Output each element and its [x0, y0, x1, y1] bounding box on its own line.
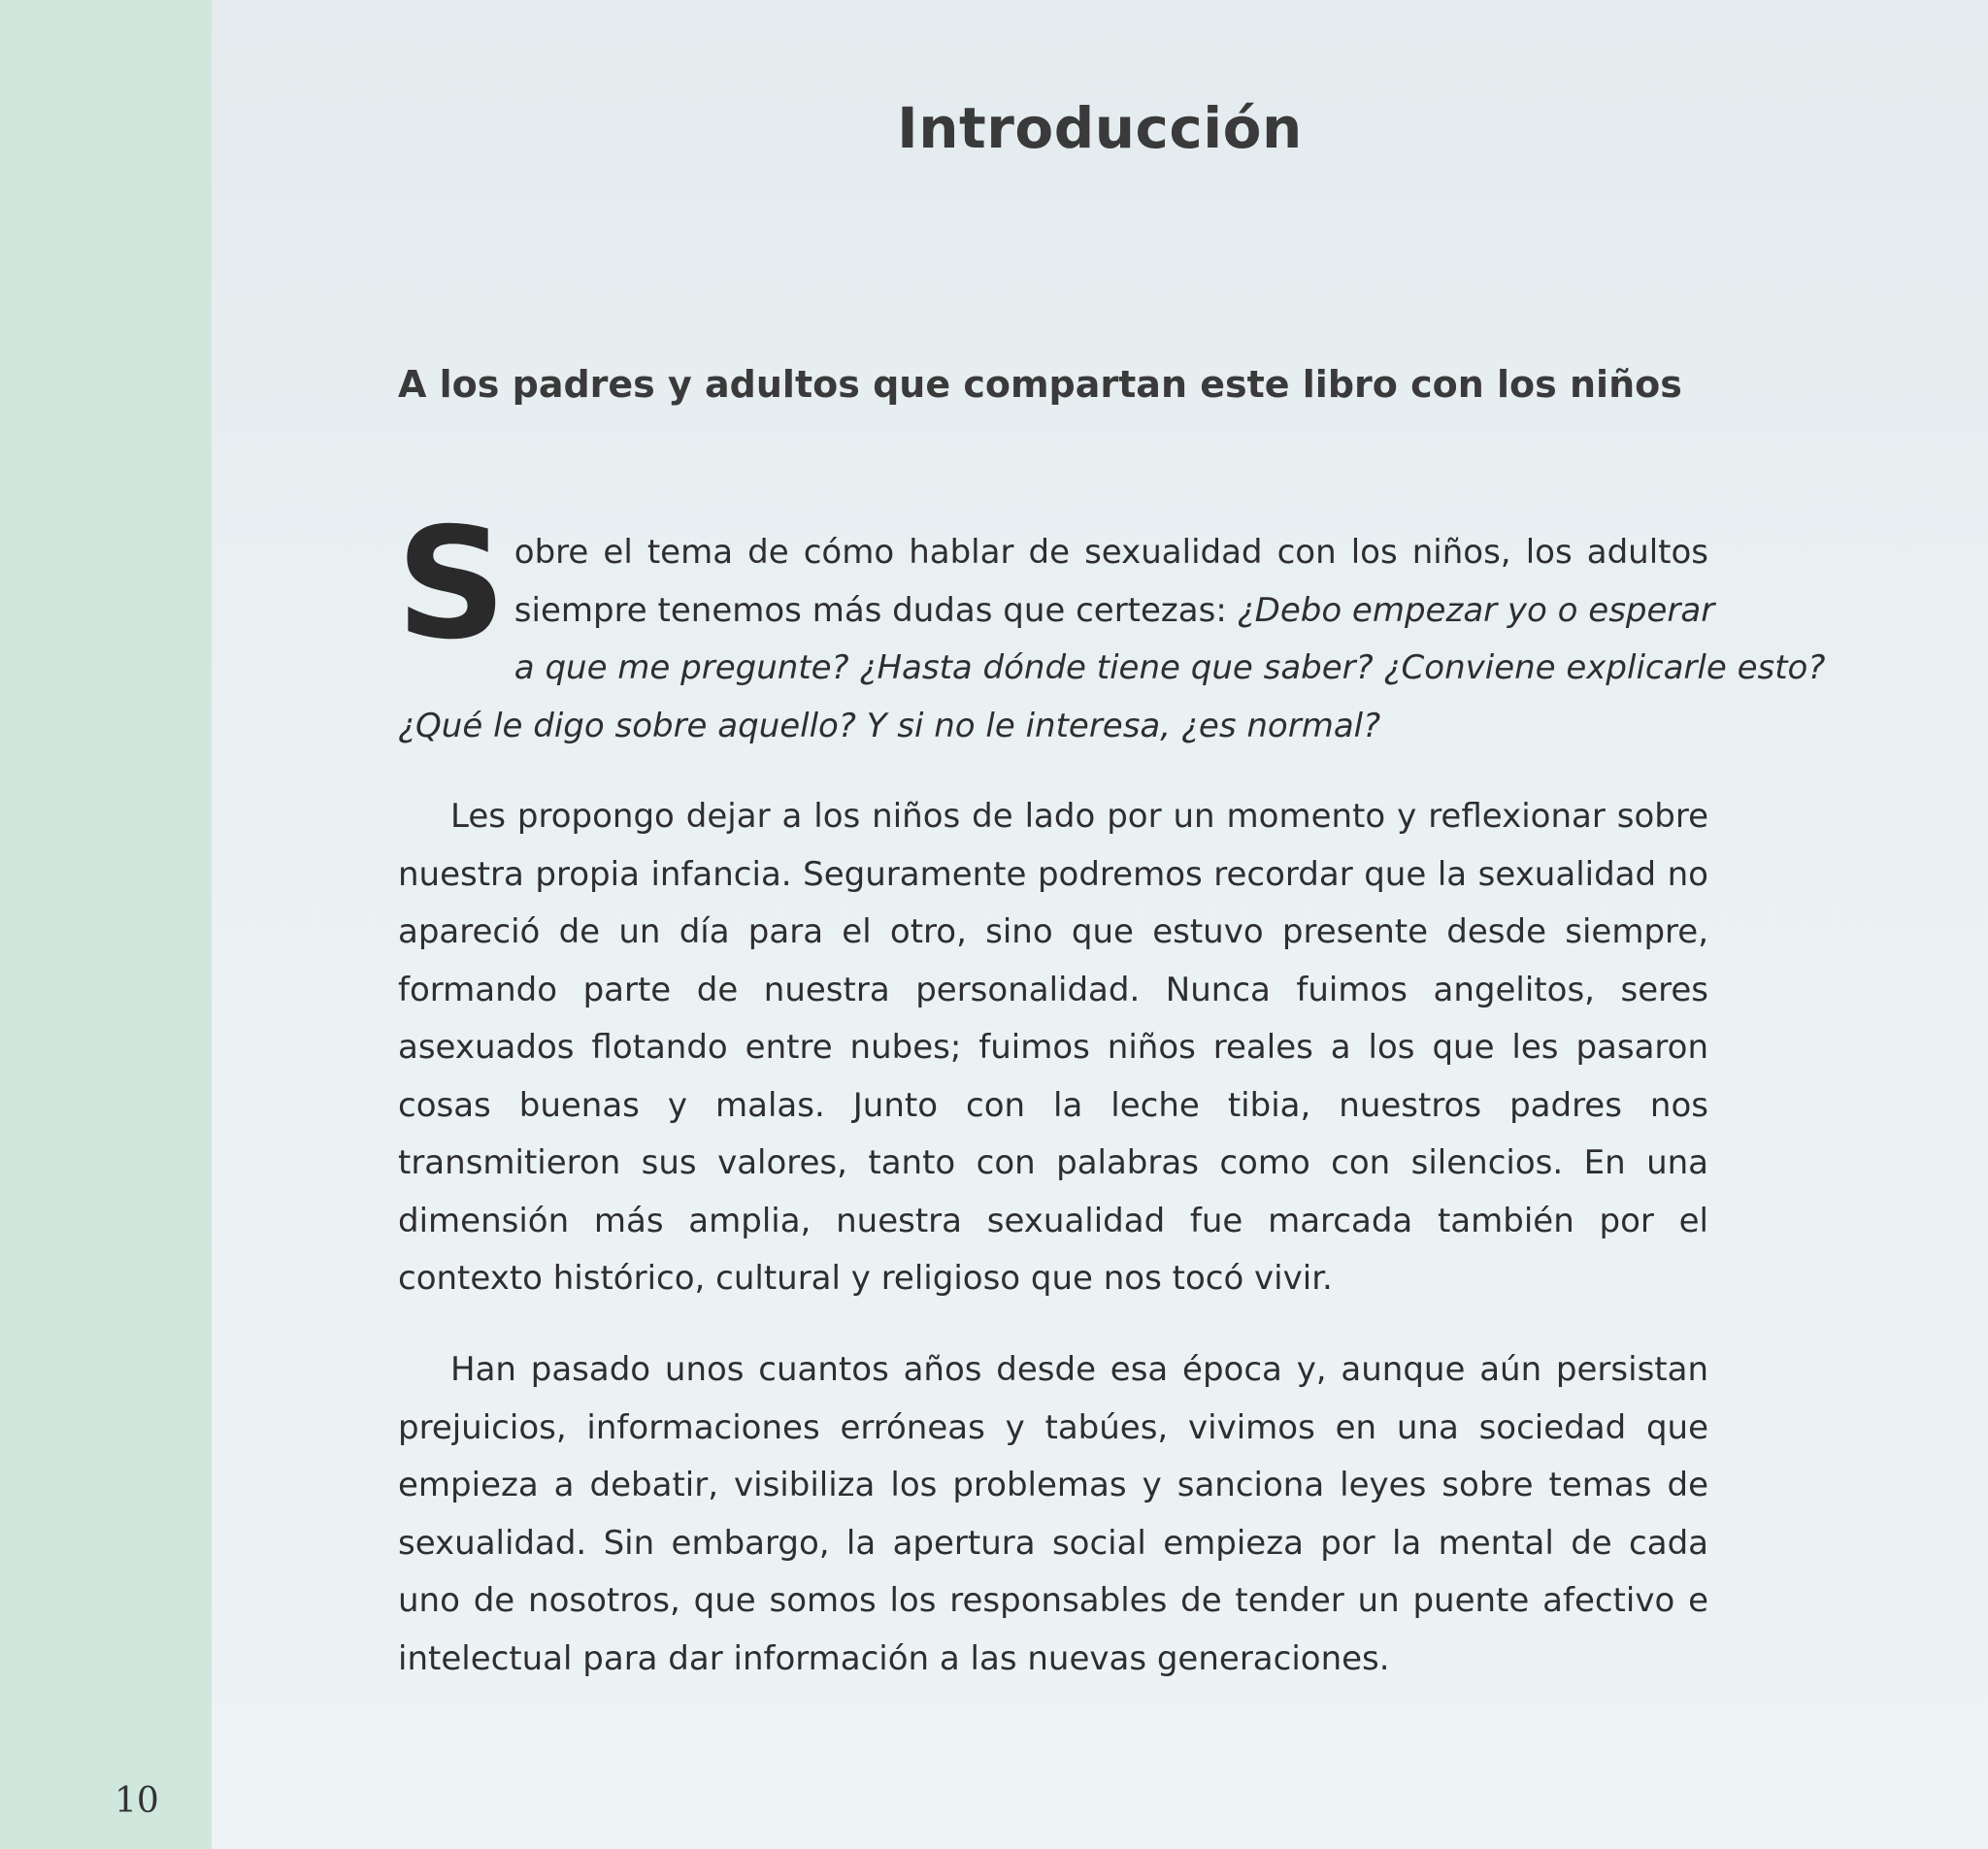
left-color-band — [0, 0, 212, 1849]
page-number: 10 — [115, 1781, 159, 1821]
body-paragraph-2: Les propongo dejar a los niños de lado por un momento y reflexionar sobre nuestra propia infancia. Seguramente podremos recordar que la sexualidad no apareció de un día para el otro, sino que estuvo presente desde siempre, formando parte de nuestra personalidad. Nunca fuimos angelitos, seres asexuados flotando entre nubes; fuimos niños reales a los que les pasaron cosas buenas y malas. Junto con la leche tibia, nuestros padres nos transmitieron sus valores, tanto con palabras como con silencios. En una dimensión más amplia, nuestra sexualidad fue marcada también por el contexto histórico, cultural y religioso que nos tocó vivir. — [398, 797, 1708, 1298]
intro-line-4-questions: ¿Qué le digo sobre aquello? Y si no le interesa, ¿es normal? — [398, 706, 1381, 745]
page-title: Introducción — [897, 95, 1303, 161]
drop-cap: S — [396, 495, 507, 674]
body-paragraph-3: Han pasado unos cuantos años desde esa época y, aunque aún persistan prejuicios, informaciones erróneas y tabúes, vivimos en una sociedad que empieza a debatir, visibiliza los problemas y sanciona leyes sobre temas de sexualidad. Sin embargo, la apertura social empieza por la mental de cada uno de nosotros, que somos los responsables de tender un puente afectivo e intelectual para dar información a las nuevas generaciones. — [398, 1350, 1708, 1678]
section-subtitle: A los padres y adultos que compartan este libro con los niños — [398, 363, 1682, 406]
intro-line-2 — [398, 582, 1715, 641]
intro-line-1: obre el tema de cómo hablar de sexualidad con los niños, los adultos — [514, 533, 1708, 572]
intro-line-2-text: siempre tenemos más dudas que certezas: — [514, 590, 1238, 630]
intro-line-3-questions: a que me pregunte? ¿Hasta dónde tiene que saber? ¿Conviene explicarle esto? — [514, 648, 1826, 687]
intro-line-2-question: ¿Debo empezar yo o esperar — [1237, 590, 1715, 630]
intro-paragraph — [396, 495, 1826, 755]
